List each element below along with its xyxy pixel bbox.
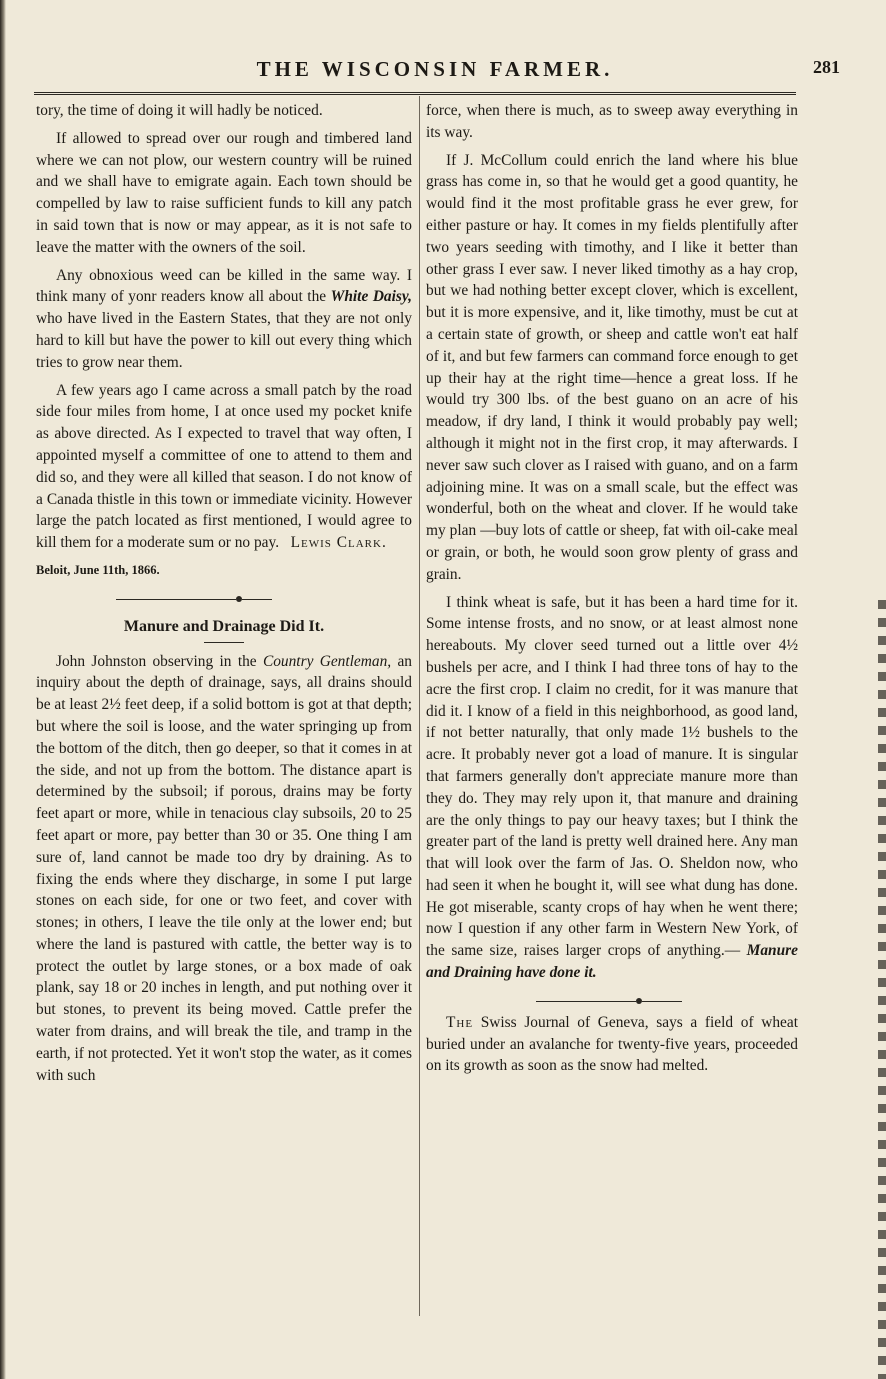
- page-header: [30, 55, 840, 85]
- signature: Lewis Clark.: [290, 534, 387, 552]
- separator-line: [242, 599, 272, 600]
- dateline: Beloit, June 11th, 1866.: [36, 562, 160, 577]
- separator-line: [116, 599, 236, 600]
- emphasis: Country Gentleman,: [262, 652, 392, 670]
- source-credit: Manure and Draining have done it.: [426, 942, 798, 982]
- text-span: A few years ago I came across a small patch by the road side four miles from home, I at once used my pocket knife as above directed. As I expected to travel that way often, I appointed myself a committee of one to attend to them and did so, and they were all killed that season. I do not know of a Canada thistle in this town or immediate vicinity. However large the patch located as first mentioned, I would agree to kill them for a moderate sum or no pay.: [36, 381, 412, 552]
- text-span: who have lived in the Eastern States, that they are not only hard to kill but have the power to kill out every thing which tries to grow near them.: [36, 310, 412, 371]
- paragraph: [36, 265, 412, 374]
- paragraph: If allowed to spread over our rough and timbered land where we can not plow, our western country will be ruined and we shall have to emigrate again. Each town should be compelled by law to raise sufficient funds to kill any patch in said town that is now or may appear, as it is not safe to leave the matter with the owners of the soil.: [36, 129, 412, 256]
- masthead-title: THE WISCONSIN FARMER.: [256, 57, 614, 81]
- lead-word: The: [446, 1013, 474, 1031]
- section-heading: Manure and Drainage Did It.: [123, 617, 325, 635]
- right-column: [426, 100, 798, 1083]
- paragraph: [36, 380, 412, 554]
- emphasis: White Daisy,: [330, 288, 412, 306]
- header-rule: [34, 92, 796, 97]
- paragraph: [36, 651, 412, 1087]
- column-divider: [419, 96, 420, 1316]
- paragraph: If J. McCollum could enrich the land where his blue grass has come in, so that he would get a good quantity, he would find it the most profitable grass he ever grew, for either pasture or hay. It comes in my fields plentifully after two years seeding with timothy, and I like it better than other grass I ever saw. I never liked timothy as a hay crop, but we had nothing better except clover, which is excellent, but it is more expensive, and it, like timothy, must be cut at a certain state of growth, or sheep and cattle won't eat half of it, and but few farmers can command force enough to get up their hay at the right time—hence a great loss. If he would try 300 lbs. of the best guano on an acre of his meadow, if dry land, I think it would probably pay well; although it might not in the first crop, it may afterwards. I never saw such clover as I raised with guano, and on a farm adjoining mine. It was on a small scale, but the effect was wonderful, both on the wheat and clover. If he would take my plan —buy lots of cattle or sheep, fat with oil-cake meal or grain, or both, he would soon grow plenty of grass and grain.: [426, 151, 798, 583]
- paragraph: [426, 592, 798, 984]
- paragraph: tory, the time of doing it will hadly be noticed.: [36, 102, 323, 119]
- section-separator: [36, 588, 412, 610]
- separator-line: [536, 1001, 636, 1002]
- page-right-edge: [878, 600, 886, 1379]
- left-column: [36, 100, 412, 1092]
- section-separator: [426, 990, 798, 1012]
- text-span: Any obnoxious weed can be killed in the same way. I think many of yonr readers know all about the: [36, 266, 412, 306]
- text-span: an inquiry about the depth of drainage, says, all drains should be at least 2½ feet deep, if a solid bottom is got at that depth; but where the soil is loose, and the water springing up from the bottom of the ditch, then go deeper, so that it comes in at the side, and not up from the bottom. The distance apart is determined by the subsoil; if porous, drains may be forty feet apart or more, while in tenacious clay subsoils, 20 to 25 feet apart or more, pay better than 30 or 35. One thing I am sure of, land cannot be made too dry by draining. As to fixing the ends where they discharge, in some I put large stones on each side, for one or two feet, and cover with stones; in others, I leave the tile only at the lower end; but where the land is pastured with cattle, the better way is to protect the outlet by large stones, or a box made of oak plank, say 18 or 20 inches in length, and put nothing over it but stones, to prevent its being moved. Cattle prefer the water from drains, and will break the tile, and tramp in the earth, if not protected. Yet it won't stop the water, as it comes with such: [36, 652, 412, 1084]
- heading-rule: [204, 642, 244, 643]
- text-span: Swiss Journal of Geneva, says a field of wheat buried under an avalanche for twenty-five years, proceeded on its growth as soon as the snow had melted.: [426, 1013, 798, 1075]
- paragraph: [426, 1012, 798, 1077]
- page-number: 281: [813, 57, 840, 77]
- separator-line: [642, 1001, 682, 1002]
- page-binding-edge: [0, 0, 6, 1379]
- text-span: I think wheat is safe, but it has been a hard time for it. Some intense frosts, and no snow, or at least almost none hereabouts. My clover seed turned out a little over 4½ bushels per acre, and I think I had three tons of hay to the acre the first crop. I claim no credit, for it was manure that did it. I know of a field in this neighborhood, as good land, if not better naturally, that only made 1½ bushels to the acre. It probably never got a load of manure. It is singular that farmers generally don't appreciate manure more than they do. They may rely upon it, that manure and draining are the only things to pay our heavy taxes; but I think the greater part of the land is pretty well drained here. Any man that will look over the farm of Jas. O. Sheldon now, who had seen it when he bought it, will see what dung has done. He got miserable, scanty crops of hay when he went there; now I question if any other farm in Western New York, of the same size, raises larger crops of anything.—: [426, 593, 798, 960]
- paragraph: force, when there is much, as to sweep away everything in its way.: [426, 102, 798, 141]
- text-span: John Johnston observing in the: [56, 652, 263, 670]
